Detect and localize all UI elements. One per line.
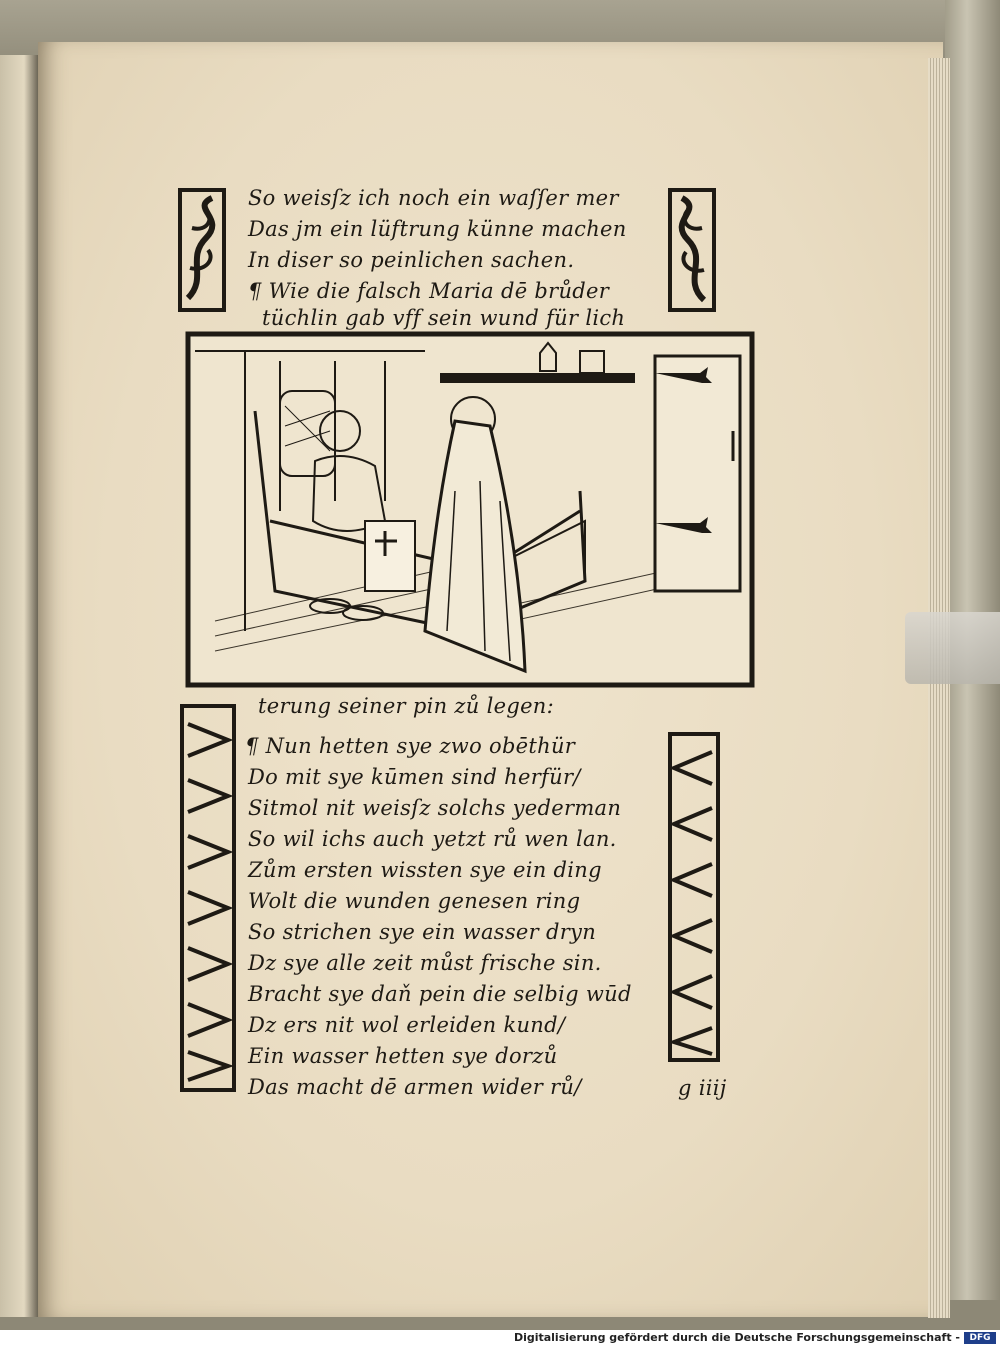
lower-left-border <box>180 704 236 1094</box>
page-edges <box>928 58 950 1318</box>
lower-verse-line: Dz sye alle zeit můst frische sin. <box>248 951 602 975</box>
upper-verse-line: In diser so peinlichen sachen. <box>248 248 575 272</box>
funding-credit: Digitalisierung gefördert durch die Deutsche Forschungsgemeinschaft - <box>513 1331 960 1344</box>
chapter-heading-line: tüchlin gab vff sein wund für lich <box>262 306 626 330</box>
lower-verse-line: Ein wasser hetten sye dorzů <box>248 1044 558 1068</box>
signature-mark: g iiij <box>678 1076 727 1100</box>
chapter-heading-line: ¶ Wie die falsch Maria dē brůder <box>248 279 610 303</box>
left-page-edge <box>0 55 40 1317</box>
lower-verse-line: So wil ichs auch yetzt rů wen lan. <box>248 827 617 851</box>
upper-verse-line: So weisſz ich noch ein waſſer mer <box>248 186 619 210</box>
upper-verse-line: Das jm ein lüftrung künne machen <box>248 217 627 241</box>
lower-verse-line: Sitmol nit weisſz solchs yederman <box>248 796 622 820</box>
footer-bar <box>0 1330 1000 1347</box>
woodcut-illustration <box>185 331 755 688</box>
lower-verse-line: Do mit sye kūmen sind herfür/ <box>248 765 581 789</box>
lower-verse-line: Das macht dē armen wider rů/ <box>248 1075 582 1099</box>
lower-verse-line: So strichen sye ein wasser dryn <box>248 920 597 944</box>
page-clip <box>905 612 1000 684</box>
lower-verse-line: Zům ersten wissten sye ein ding <box>248 858 602 882</box>
lower-right-border <box>668 732 720 1062</box>
dfg-logo: DFG <box>964 1332 996 1344</box>
lower-verse-line: Dz ers nit wol erleiden kund/ <box>248 1013 566 1037</box>
lower-verse-line: ¶ Nun hetten sye zwo obēthür <box>245 734 576 758</box>
upper-right-ornament <box>668 188 716 312</box>
chapter-heading-line: terung seiner pin zů legen: <box>258 694 554 718</box>
lower-verse-line: Bracht sye daň pein die selbig wūd <box>248 982 632 1006</box>
lower-verse-line: Wolt die wunden genesen ring <box>248 889 581 913</box>
upper-left-ornament <box>178 188 226 312</box>
